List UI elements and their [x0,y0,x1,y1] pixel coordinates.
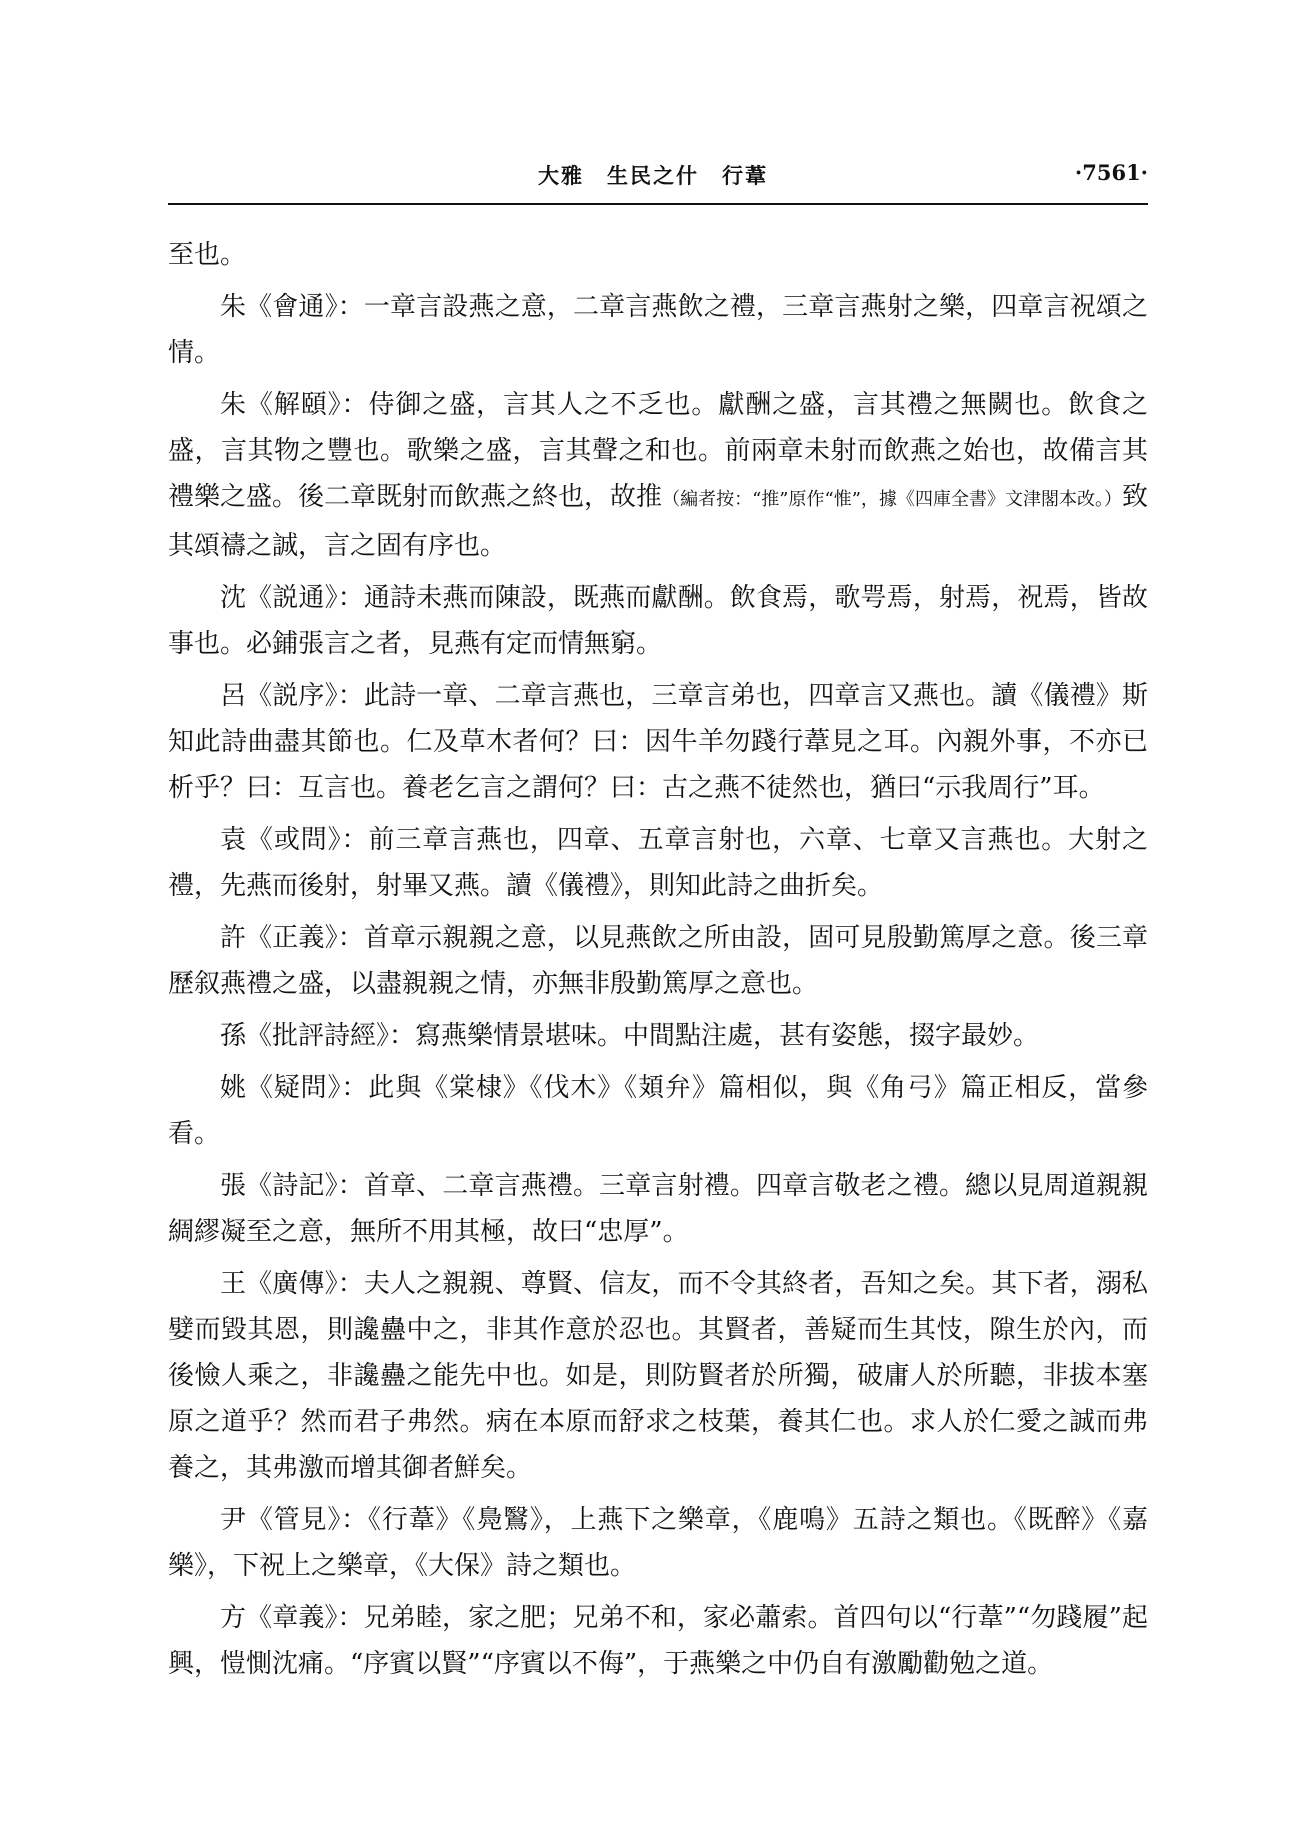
header-rule [168,203,1148,205]
body-text [168,232,1148,1693]
paragraph-yuan-huowen: 袁《或問》：前三章言燕也，四章、五章言射也，六章、七章又言燕也。大射之禮，先燕而後射，射畢又燕。讀《儀禮》，則知此詩之曲折矣。 [168,825,1148,901]
editor-note: （編者按：“推”原作“惟”，據《四庫全書》文津閣本改。） [662,489,1122,510]
paragraph-fang-zhangyi: 方《章義》：兄弟睦，家之肥；兄弟不和，家必蕭索。首四句以“行葦”“勿踐履”起興，愷惻沈痛。“序賓以賢”“序賓以不侮”，于燕樂之中仍自有激勵勸勉之道。 [168,1603,1148,1679]
paragraph-zhu-jieyi [168,382,1148,569]
paragraph-text: 致其頌禱之誠，言之固有序也。 [168,482,1148,561]
paragraph-lv-shuoxu: 呂《説序》：此詩一章、二章言燕也，三章言弟也，四章言又燕也。讀《儀禮》斯知此詩曲盡其節也。仁及草木者何？曰：因牛羊勿踐行葦見之耳。內親外事，不亦已析乎？曰：互言也。養老乞言之謂何？曰：古之燕不徒然也，猶曰“示我周行”耳。 [168,681,1148,803]
paragraph-yin-guanjian: 尹《管見》：《行葦》《鳧鷖》，上燕下之樂章，《鹿鳴》五詩之類也。《既醉》《嘉樂》，下祝上之樂章，《大保》詩之類也。 [168,1505,1148,1581]
running-header [168,160,1148,200]
paragraph-zhang-shiji: 張《詩記》：首章、二章言燕禮。三章言射禮。四章言敬老之禮。總以見周道親親綢繆凝至之意，無所不用其極，故曰“忠厚”。 [168,1171,1148,1247]
paragraph-yao-yiwen: 姚《疑問》：此與《棠棣》《伐木》《頍弁》篇相似，與《角弓》篇正相反，當參看。 [168,1073,1148,1149]
paragraph-shen-shuotong: 沈《説通》：通詩未燕而陳設，既燕而獻酬。飲食焉，歌咢焉，射焉，祝焉，皆故事也。必鋪張言之者，見燕有定而情無窮。 [168,583,1148,659]
paragraph-zhu-huitong: 朱《會通》：一章言設燕之意，二章言燕飲之禮，三章言燕射之樂，四章言祝頌之情。 [168,292,1148,368]
page-number: ·7561· [1074,160,1148,185]
paragraph-sun-pipingshijing: 孫《批評詩經》：寫燕樂情景堪味。中間點注處，甚有姿態，掇字最妙。 [220,1021,1040,1051]
paragraph-xu-zhengyi: 許《正義》：首章示親親之意，以見燕飲之所由設，固可見殷勤篤厚之意。後三章歷叙燕禮之盛，以盡親親之情，亦無非殷勤篤厚之意也。 [168,923,1148,999]
running-header-title: 大雅 生民之什 行葦 [538,163,768,188]
paragraph-continuation: 至也。 [168,240,247,270]
paragraph-wang-guangzhuan: 王《廣傳》：夫人之親親、尊賢、信友，而不令其終者，吾知之矣。其下者，溺私嬖而毀其恩，則讒蠱中之，非其作意於忍也。其賢者，善疑而生其忮，隙生於內，而後憸人乘之，非讒蠱之能先中也。如是，則防賢者於所獨，破庸人於所聽，非拔本塞原之道乎？然而君子弗然。病在本原而舒求之枝葉，養其仁也。求人於仁愛之誠而弗養之，其弗激而增其御者鮮矣。 [168,1269,1148,1483]
paragraph-text: 朱《解頤》：侍御之盛，言其人之不乏也。獻酬之盛，言其禮之無闕也。飲食之盛，言其物之豐也。歌樂之盛，言其聲之和也。前兩章未射而飲燕之始也，故備言其禮樂之盛。後二章既射而飲燕之終也，故推 [168,390,1148,512]
